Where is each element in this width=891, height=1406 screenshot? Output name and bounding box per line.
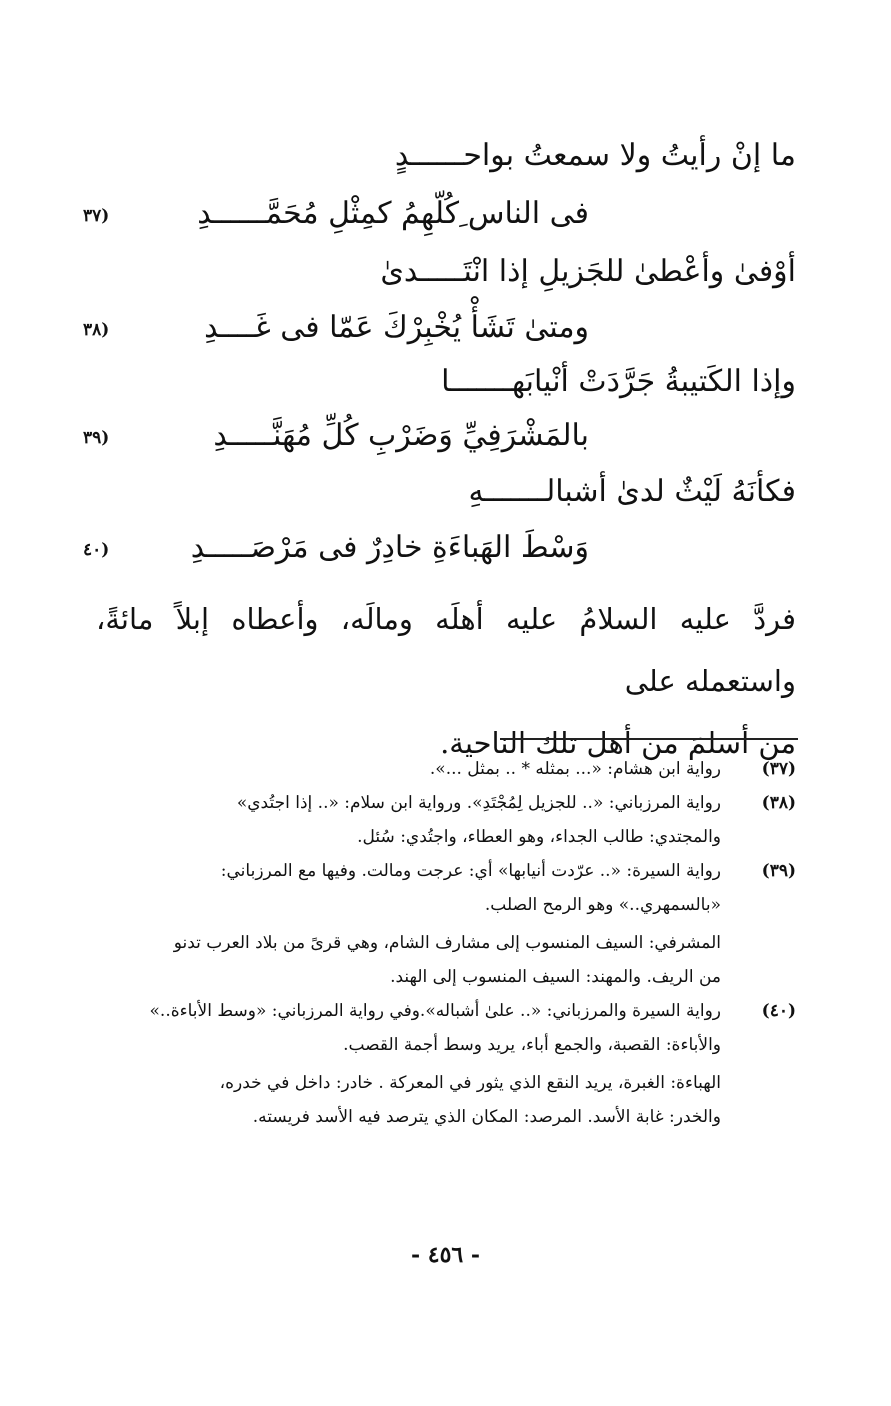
footnote-number: (٣٨): [761, 793, 796, 813]
footnote-line: رواية السيرة: «.. عرّدت أنيابها» أي: عرجت ومالت. وفيها مع المرزباني:: [220, 861, 721, 881]
verse-number: (٣٩: [83, 428, 110, 448]
footnote-number: (٣٧): [761, 759, 796, 779]
verse-number: (٣٨: [83, 320, 110, 340]
footnote-39: [96, 854, 796, 994]
footnote-gloss: [96, 1066, 721, 1134]
verse-text: أوْفىٰ وأعْطىٰ للجَزيلِ إذا انْتَـــــدىٰ: [380, 254, 796, 289]
footnote-line: الهباءة: الغبرة، يريد النقع الذي يثور في المعركة . خادر: داخل في خدره،: [219, 1073, 721, 1093]
footnote-line: المشرفي: السيف المنسوب إلى مشارف الشام، وهي قرىً من بلاد العرب تدنو: [173, 933, 721, 953]
verse-line-6: [91, 410, 589, 462]
verse-text: ومتىٰ تَشَأْ يُخْبِرْكَ عَمّا فى غَــــدِ: [204, 310, 589, 345]
verse-line-4: [91, 302, 589, 354]
verse-line-1: [91, 130, 796, 182]
verse-line-5: [91, 356, 796, 408]
footnote-separator: [500, 738, 798, 740]
verse-text: فكأنَهُ لَيْثٌ لدىٰ أشبالـــــــهِ: [468, 474, 796, 509]
verse-text: ما إنْ رأيتُ ولا سمعتُ بواحــــــدٍ: [394, 138, 796, 173]
prose-paragraph: [96, 588, 796, 774]
footnote-40: [96, 994, 796, 1134]
footnote-line: والخدر: غابة الأسد. المرصد: المكان الذي يترصد فيه الأسد فريسته.: [252, 1107, 721, 1127]
verse-text: بالمَشْرَفِيِّ وَضَرْبِ كُلِّ مُهَنَّـــــدِ: [213, 418, 589, 453]
footnote-line: رواية السيرة والمرزباني: «.. علىٰ أشباله».وفي رواية المرزباني: «وسط الأباءة..»: [149, 1001, 721, 1021]
prose-line-1: فردَّ عليه السلامُ عليه أهلَه ومالَه، وأعطاه إبلاً مائةً، واستعمله على: [96, 602, 796, 698]
verse-text: وَسْطَ الهَباءَةِ خادِرٌ فى مَرْصَـــــدِ: [190, 530, 589, 565]
footnote-gloss: [96, 926, 721, 994]
footnote-line: من الريف. والمهند: السيف المنسوب إلى الهند.: [390, 967, 721, 987]
footnote-line: رواية المرزباني: «.. للجزيل لِمُجْتَدِ». ورواية ابن سلام: «.. إذا اجتُدي»: [236, 793, 721, 813]
page-number: - ٤٥٦ -: [410, 1242, 481, 1268]
verse-line-2: [91, 188, 589, 240]
footnotes: [96, 752, 796, 1134]
footnote-line: رواية ابن هشام: «... بمثله * .. بمثل ...».: [429, 759, 721, 779]
verse-line-7: [91, 466, 796, 518]
footnote-line: «بالسمهري..» وهو الرمح الصلب.: [484, 895, 721, 915]
footnote-38: [96, 786, 796, 854]
verse-text: فى الناس ِكُلّهِمُ كمِثْلِ مُحَمَّــــــدِ: [197, 196, 589, 231]
prose-line-2: من أسلمَ من أهل تلك الناحية.: [440, 726, 796, 760]
verse-number: (٣٧: [83, 206, 110, 226]
footnote-number: (٣٩): [761, 861, 796, 881]
verse-line-8: [91, 522, 589, 574]
footnote-line: والمجتدي: طالب الجداء، وهو العطاء، واجتُدي: سُئل.: [357, 827, 721, 847]
verse-text: وإذا الكَتيبةُ جَرَّدَتْ أنْيابَهـــــــا: [441, 364, 796, 399]
footnote-37: [96, 752, 796, 786]
footnote-number: (٤٠): [761, 1001, 796, 1021]
verse-line-3: [91, 246, 796, 298]
footnote-line: والأباءة: القصبة، والجمع أباء، يريد وسط أجمة القصب.: [343, 1035, 721, 1055]
verse-number: (٤٠: [83, 540, 110, 560]
